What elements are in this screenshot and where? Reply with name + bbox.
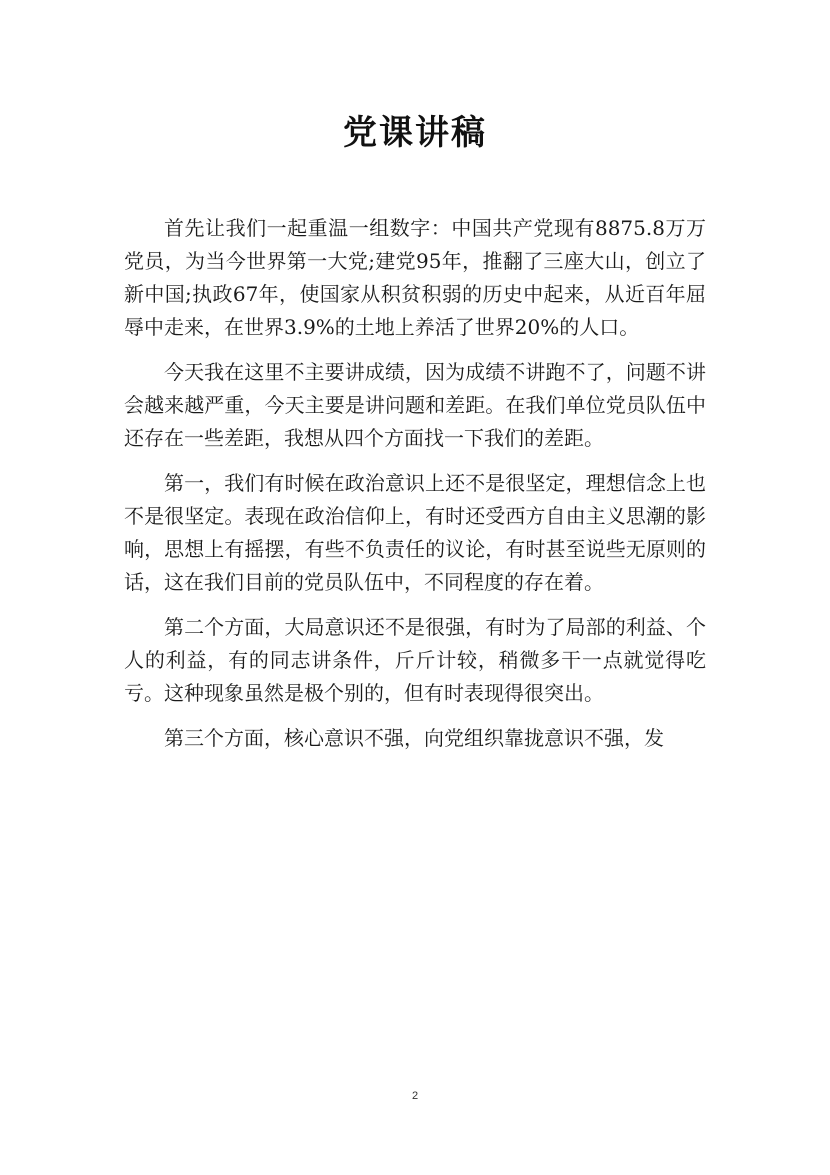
paragraph-3: 第一，我们有时候在政治意识上还不是很坚定，理想信念上也不是很坚定。表现在政治信仰上，有时还受西方自由主义思潮的影响，思想上有摇摆，有些不负责任的议论，有时甚至说些无原则的话，这在我们目前的党员队伍中，不同程度的存在着。 <box>124 471 706 594</box>
document-title: 党课讲稿 <box>343 113 487 153</box>
page-number: 2 <box>411 1090 419 1102</box>
paragraph-4: 第二个方面，大局意识还不是很强，有时为了局部的利益、个人的利益，有的同志讲条件，斤斤计较，稍微多干一点就觉得吃亏。这种现象虽然是极个别的，但有时表现得很突出。 <box>124 615 706 705</box>
paragraph-5: 第三个方面，核心意识不强，向党组织靠拢意识不强，发 <box>164 726 664 750</box>
paragraph-1: 首先让我们一起重温一组数字：中国共产党现有8875.8万万党员，为当今世界第一大党;建党95年，推翻了三座大山，创立了新中国;执政67年，使国家从积贫积弱的历史中起来，从近百年屈辱中走来，在世界3.9%的土地上养活了世界20%的人口。 <box>124 216 706 339</box>
paragraph-2: 今天我在这里不主要讲成绩，因为成绩不讲跑不了，问题不讲会越来越严重，今天主要是讲问题和差距。在我们单位党员队伍中还存在一些差距，我想从四个方面找一下我们的差距。 <box>124 360 706 450</box>
document-body <box>124 212 706 767</box>
